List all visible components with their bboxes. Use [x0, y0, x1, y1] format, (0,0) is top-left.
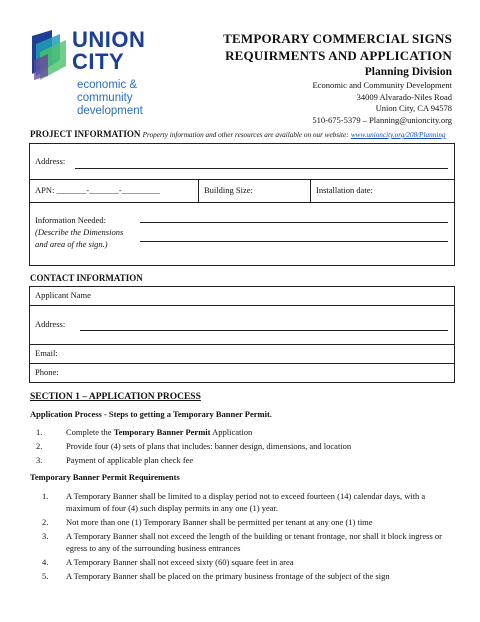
- project-info-note: Property information and other resources are available on our website:: [142, 131, 349, 139]
- section1-title: SECTION 1 – APPLICATION PROCESS: [30, 392, 201, 402]
- building-size-field[interactable]: [198, 180, 310, 202]
- apn-field[interactable]: [30, 180, 198, 202]
- division-name: Planning Division: [364, 66, 452, 78]
- email-row[interactable]: [30, 345, 454, 364]
- application-process-heading: Application Process - Steps to getting a Temporary Banner Permit.: [30, 409, 272, 419]
- requirements-list: [30, 490, 450, 584]
- project-info-heading: PROJECT INFORMATION Property information and other resources are available on our website: www.unioncity.org/208/Planning: [30, 129, 446, 139]
- list-item: 4. A Temporary Banner shall not exceed sixty (60) square feet in area: [42, 557, 294, 567]
- contact-address: Economic and Community Development 34009 Alvarado-Niles Road Union City, CA 94578 510-675-5379 – Planning@unioncity.org: [312, 80, 452, 125]
- list-item: 1. A Temporary Banner shall be limited to a display period not to exceed fourteen (14) calendar days, with a maximum of four (4) such display permits in any one (1) year.: [42, 491, 426, 513]
- info-needed-row: [30, 203, 454, 265]
- project-address-label: Address:: [35, 156, 66, 166]
- union-city-logo: [30, 28, 160, 123]
- document-title: TEMPORARY COMMERCIAL SIGNS REQUIRMENTS AND APPLICATION: [223, 31, 452, 63]
- contact-address-label: Address:: [35, 319, 66, 329]
- contact-address-field[interactable]: [80, 330, 448, 331]
- planning-website-link[interactable]: www.unioncity.org/208/Planning: [350, 131, 446, 139]
- document-header: [223, 30, 452, 126]
- list-item: 2. Not more than one (1) Temporary Banner shall be permitted per tenant at any one (1) time: [42, 517, 373, 527]
- phone-label: Phone:: [35, 367, 59, 377]
- project-address-field[interactable]: [75, 168, 448, 169]
- applicant-name-row[interactable]: [30, 287, 454, 306]
- logo-mark-icon: [30, 30, 68, 80]
- list-item: 3. A Temporary Banner shall not exceed the length of the building or tenant frontage, nor shall it block ingress or egress to any of the surrounding business entrances: [42, 531, 442, 553]
- logo-subtitle: economic & community development: [77, 79, 143, 117]
- info-needed-line-1[interactable]: [140, 222, 448, 223]
- contact-info-heading: CONTACT INFORMATION: [30, 273, 143, 283]
- project-address-row: [30, 144, 454, 180]
- application-steps-list: [30, 426, 450, 468]
- apn-label: APN: _______-_______-_________: [35, 185, 160, 195]
- info-needed-label: Information Needed: (Describe the Dimensions and area of the sign.): [35, 215, 124, 249]
- requirements-heading: Temporary Banner Permit Requirements: [30, 472, 180, 482]
- building-size-label: Building Size:: [204, 185, 253, 195]
- contact-info-form: [29, 286, 455, 383]
- list-item: 5. A Temporary Banner shall be placed on the primary business frontage of the subject of the sign: [42, 571, 390, 581]
- list-item: 3. Payment of applicable plan check fee: [36, 455, 194, 465]
- project-info-form: [29, 143, 455, 266]
- installation-date-label: Installation date:: [316, 185, 373, 195]
- installation-date-field[interactable]: [310, 180, 454, 202]
- email-label: Email:: [35, 348, 58, 358]
- applicant-name-label: Applicant Name: [35, 290, 91, 300]
- list-item: 2. Provide four (4) sets of plans that includes: banner design, dimensions, and location: [36, 441, 352, 451]
- project-details-row: [30, 180, 454, 203]
- logo-word-city: CITY: [72, 49, 125, 74]
- list-item: 1. Complete the Temporary Banner Permit Application: [36, 427, 253, 437]
- info-needed-line-2[interactable]: [140, 241, 448, 242]
- logo-word-union: UNION: [72, 27, 146, 52]
- phone-row[interactable]: [30, 364, 454, 383]
- contact-address-row: [30, 306, 454, 345]
